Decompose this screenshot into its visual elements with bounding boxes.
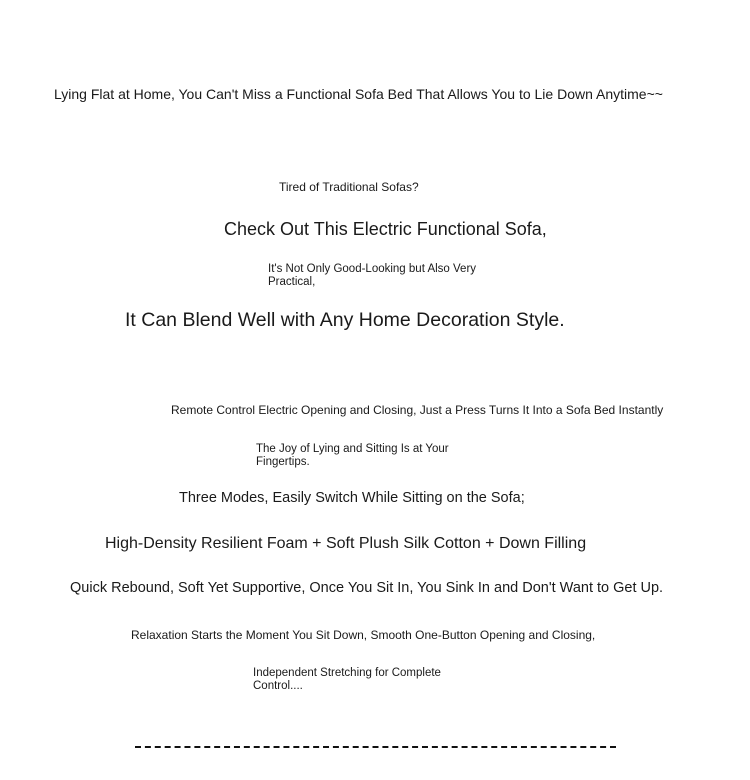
- headline-text: Lying Flat at Home, You Can't Miss a Functional Sofa Bed That Allows You to Lie Down Anytime~~: [54, 86, 663, 102]
- foam-text: High-Density Resilient Foam + Soft Plush Silk Cotton + Down Filling: [105, 535, 587, 552]
- dashed-divider: [135, 746, 616, 748]
- good-looking-text: It's Not Only Good-Looking but Also Very Practical,: [268, 263, 477, 288]
- remote-control-text: Remote Control Electric Opening and Closing, Just a Press Turns It Into a Sofa Bed Instantly: [171, 403, 664, 417]
- check-out-text: Check Out This Electric Functional Sofa,: [224, 219, 547, 239]
- blend-text: It Can Blend Well with Any Home Decoration Style.: [125, 309, 565, 331]
- relaxation-text: Relaxation Starts the Moment You Sit Down, Smooth One-Button Opening and Closing,: [131, 628, 596, 642]
- joy-text: The Joy of Lying and Sitting Is at Your Fingertips.: [256, 443, 449, 468]
- rebound-text: Quick Rebound, Soft Yet Supportive, Once You Sit In, You Sink In and Don't Want to Get Up.: [70, 580, 664, 596]
- question-text: Tired of Traditional Sofas?: [279, 180, 419, 194]
- stretching-text: Independent Stretching for Complete Control....: [253, 667, 441, 692]
- modes-text: Three Modes, Easily Switch While Sitting on the Sofa;: [179, 490, 525, 506]
